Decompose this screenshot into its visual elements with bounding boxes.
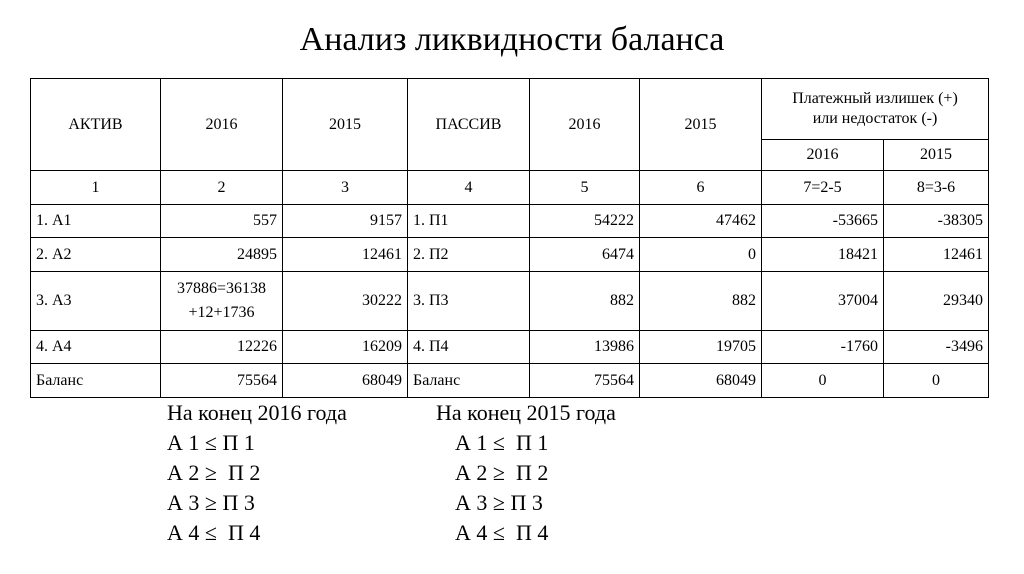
aktiv-2015-value: 68049 [283,364,408,398]
aktiv-2016-value-line1: 37886=36138 [176,280,267,297]
surplus-2015-value: -38305 [884,205,989,238]
aktiv-label: 3. А3 [31,272,161,331]
aktiv-2016-value [161,272,283,331]
header-surplus-2015: 2015 [884,140,989,171]
table-row [31,205,989,238]
surplus-2016-value: 18421 [762,238,884,272]
passiv-label: 2. П2 [408,238,530,272]
summary-condition: А 3 ≥ П 3 [167,490,255,515]
column-number: 7=2-5 [762,171,884,205]
header-surplus [762,79,989,140]
aktiv-label: 4. А4 [31,331,161,364]
passiv-2015-value: 68049 [640,364,762,398]
aktiv-2015-value: 16209 [283,331,408,364]
passiv-2016-value: 13986 [530,331,640,364]
passiv-label: 1. П1 [408,205,530,238]
aktiv-2016-value-line2: +12+1736 [188,304,255,321]
header-aktiv-2016: 2016 [161,79,283,171]
passiv-2015-value: 47462 [640,205,762,238]
summary-2015 [436,398,616,548]
summary-heading: На конец 2016 года [167,400,347,425]
page-title: Анализ ликвидности баланса [299,21,725,58]
passiv-label: Баланс [408,364,530,398]
header-passiv: ПАССИВ [408,79,530,171]
header-aktiv-2015: 2015 [283,79,408,171]
aktiv-label: 1. А1 [31,205,161,238]
surplus-2015-value: 29340 [884,272,989,331]
aktiv-label: Баланс [31,364,161,398]
passiv-label: 3. П3 [408,272,530,331]
table-row [31,272,989,331]
aktiv-2016-value: 12226 [161,331,283,364]
summary-condition: А 4 ≤ П 4 [167,520,261,545]
column-number: 1 [31,171,161,205]
passiv-2016-value: 6474 [530,238,640,272]
summary-condition: А 2 ≥ П 2 [455,460,549,485]
column-number: 2 [161,171,283,205]
header-passiv-2015: 2015 [640,79,762,171]
table-row [31,331,989,364]
aktiv-2015-value: 12461 [283,238,408,272]
surplus-2016-value: -1760 [762,331,884,364]
passiv-2016-value: 54222 [530,205,640,238]
aktiv-2016-value: 24895 [161,238,283,272]
balance-row [31,364,989,398]
aktiv-label: 2. А2 [31,238,161,272]
column-number: 3 [283,171,408,205]
surplus-2016-value: 37004 [762,272,884,331]
passiv-2015-value: 882 [640,272,762,331]
header-surplus-2016: 2016 [762,140,884,171]
liquidity-table [30,78,989,398]
aktiv-2016-value: 75564 [161,364,283,398]
aktiv-2015-value: 30222 [283,272,408,331]
summary-condition: А 1 ≤ П 1 [167,430,255,455]
surplus-2016-value: -53665 [762,205,884,238]
header-row [31,79,989,140]
surplus-2016-value: 0 [762,364,884,398]
surplus-2015-value: 0 [884,364,989,398]
header-passiv-2016: 2016 [530,79,640,171]
summary-condition: А 1 ≤ П 1 [455,430,549,455]
aktiv-2016-value: 557 [161,205,283,238]
summary-2016 [167,398,347,548]
summary-condition: А 4 ≤ П 4 [455,520,549,545]
surplus-2015-value: 12461 [884,238,989,272]
aktiv-2015-value: 9157 [283,205,408,238]
summary-condition: А 2 ≥ П 2 [167,460,261,485]
passiv-2016-value: 75564 [530,364,640,398]
passiv-2016-value: 882 [530,272,640,331]
passiv-2015-value: 19705 [640,331,762,364]
column-number: 4 [408,171,530,205]
table-row [31,238,989,272]
column-number: 5 [530,171,640,205]
summary-condition: А 3 ≥ П 3 [455,490,543,515]
column-numbers-row [31,171,989,205]
surplus-2015-value: -3496 [884,331,989,364]
passiv-2015-value: 0 [640,238,762,272]
header-surplus-line2: или недостаток (-) [812,110,938,127]
column-number: 6 [640,171,762,205]
summary-heading: На конец 2015 года [436,400,616,425]
passiv-label: 4. П4 [408,331,530,364]
header-surplus-line1: Платежный излишек (+) [792,90,958,107]
column-number: 8=3-6 [884,171,989,205]
header-aktiv: АКТИВ [31,79,161,171]
